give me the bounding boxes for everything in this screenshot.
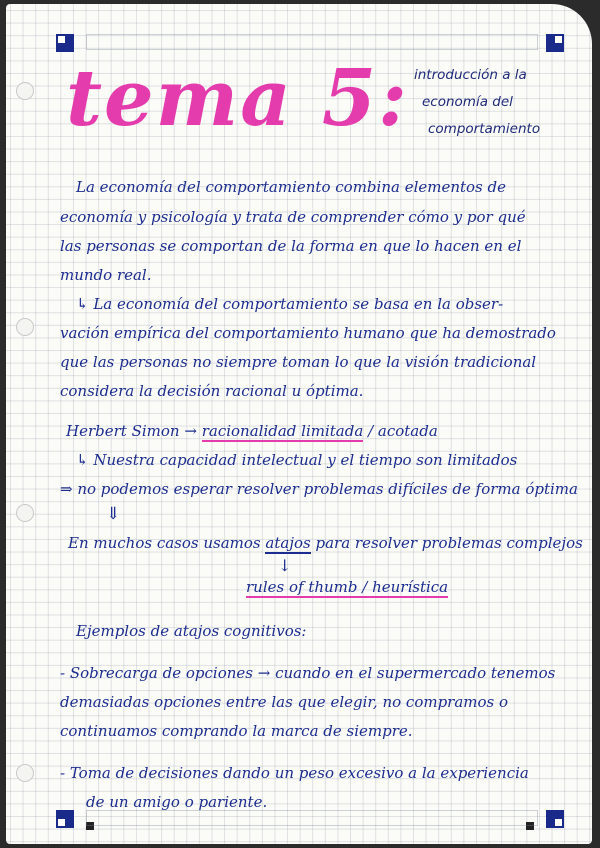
text-line: La economía del comportamiento combina elementos de <box>76 178 507 196</box>
rules-line <box>246 578 448 596</box>
subtitle-line: introducción a la <box>414 67 527 83</box>
text-line: las personas se comportan de la forma en que lo hacen en el <box>60 237 522 255</box>
text-line: economía y psicología y trata de comprender cómo y por qué <box>60 208 526 226</box>
text-line: de un amigo o pariente. <box>86 793 268 811</box>
down-arrow-icon: ⇓ <box>106 504 121 524</box>
concept-rest: / acotada <box>368 422 438 440</box>
corner-marker-icon <box>56 34 74 52</box>
binder-hole <box>16 504 34 522</box>
text-line: vación empírica del comportamiento humano que ha demostrado <box>60 324 556 342</box>
text-line: ↳ Nuestra capacidad intelectual y el tiempo son limitados <box>76 451 518 469</box>
text-fragment: para resolver problemas complejos <box>315 534 583 552</box>
footer-strip <box>86 810 538 826</box>
shortcuts-line <box>68 534 583 552</box>
text-line: ⇒ no podemos esperar resolver problemas difíciles de forma óptima <box>60 480 578 498</box>
arrow-icon: → <box>184 422 197 440</box>
text-line: - Toma de decisiones dando un peso excesivo a la experiencia <box>60 764 529 782</box>
text-line: demasiadas opciones entre las que elegir, no compramos o <box>60 693 509 711</box>
concept-term: racionalidad limitada <box>201 422 364 440</box>
page-title: tema 5: <box>66 53 409 144</box>
notebook-page <box>6 4 592 844</box>
examples-heading: Ejemplos de atajos cognitivos: <box>76 622 307 640</box>
corner-marker-icon <box>546 34 564 52</box>
corner-marker-icon <box>546 810 564 828</box>
text-line: ↳ La economía del comportamiento se basa en la obser- <box>76 295 504 313</box>
heuristic-term: rules of thumb / heurística <box>246 578 449 596</box>
page-subtitle <box>414 62 574 143</box>
simon-line <box>66 422 438 440</box>
atajos-term: atajos <box>265 534 311 552</box>
header-strip <box>86 34 538 50</box>
corner-marker-icon <box>56 810 74 828</box>
text-line: continuamos comprando la marca de siempre. <box>60 722 413 740</box>
text-fragment: En muchos casos usamos <box>68 534 261 552</box>
subtitle-line: comportamiento <box>428 121 541 137</box>
binder-hole <box>16 82 34 100</box>
text-line: considera la decisión racional u óptima. <box>60 382 364 400</box>
text-line: - Sobrecarga de opciones → cuando en el supermercado tenemos <box>60 664 556 682</box>
down-arrow-icon: ↓ <box>278 556 292 575</box>
binder-hole <box>16 318 34 336</box>
author-name: Herbert Simon <box>66 422 180 440</box>
binder-hole <box>16 764 34 782</box>
text-line: mundo real. <box>60 266 152 284</box>
subtitle-line: economía del <box>422 94 513 110</box>
text-line: que las personas no siempre toman lo que la visión tradicional <box>60 353 537 371</box>
